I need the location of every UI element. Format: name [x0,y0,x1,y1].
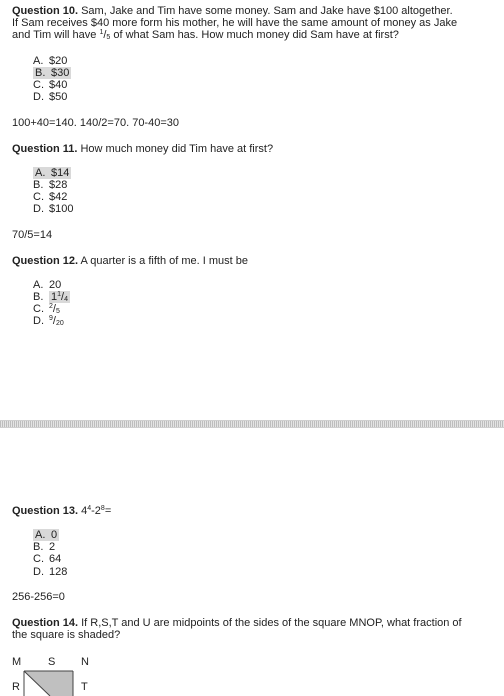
option-letter: D. [33,203,44,215]
option-value: 64 [49,553,62,565]
option-letter: C. [33,191,44,203]
option-letter: A. [33,279,44,291]
fraction-denominator: 5 [55,308,60,315]
fraction-numerator: 1 [99,29,104,36]
option-letter: A. [35,529,46,541]
fraction-numerator: 1 [57,291,62,298]
option-letter: C. [33,79,44,91]
q10-option-b[interactable] [33,67,71,79]
worksheet-page-2 [0,428,504,693]
page-break [0,420,504,428]
q10-option-d[interactable] [33,91,67,103]
point-r-label: R [12,681,20,693]
whole-part: 1 [51,291,58,303]
q11-option-b[interactable] [33,179,67,191]
question-10-text-line1: Sam, Jake and Tim have some money. Sam and Jake have $100 altogether. [81,5,453,17]
option-value: $28 [49,179,68,191]
fraction-denominator: 4 [64,296,68,303]
option-value: $14 [51,167,70,179]
option-value: $30 [51,67,70,79]
question-12 [12,255,496,267]
option-value: $20 [49,55,68,67]
option-value: $40 [49,79,68,91]
option-letter: B. [35,67,46,79]
option-letter: D. [33,91,44,103]
shaded-region [24,671,73,696]
option-value: 2 [49,541,56,553]
q11-option-a[interactable] [33,167,71,179]
q10-option-c[interactable] [33,79,67,91]
option-value: $42 [49,191,68,203]
option-letter: B. [33,179,44,191]
option-letter: B. [33,541,44,553]
option-letter: C. [33,553,44,565]
option-letter: D. [33,315,44,327]
q13-option-a[interactable] [33,529,59,541]
q12-option-b[interactable] [33,291,70,303]
option-value: $100 [49,203,74,215]
point-s-label: S [48,656,56,668]
question-14 [12,617,496,641]
question-11-text: How much money did Tim have at first? [80,143,274,155]
point-n-label: N [81,656,89,668]
fraction: $^2/_5$ [49,303,60,315]
option-value: 0 [51,529,58,541]
exponent-1: 4 [87,505,92,512]
question-10-label: Question 10. [12,5,79,17]
minus-sign: - [91,505,95,517]
fraction-denominator: 20 [55,320,64,327]
question-11 [12,143,496,155]
q12-option-d[interactable] [33,315,64,327]
point-m-label: M [12,656,22,668]
option-letter: A. [35,167,46,179]
fraction: $^9/_{20}$ [49,315,64,327]
question-13-expression [81,505,111,517]
q11-option-d[interactable] [33,203,73,215]
fraction-numerator: 2 [49,303,53,310]
question-14-text-line1: If R,S,T and U are midpoints of the sides of the square MNOP, what fraction of [81,617,462,629]
equals-sign: = [104,505,112,517]
option-value: 128 [49,566,68,578]
q12-option-c[interactable] [33,303,60,315]
q11-working: 70/5=14 [12,229,53,241]
option-letter: A. [33,55,44,67]
q11-option-c[interactable] [33,191,67,203]
point-t-label: T [81,681,88,693]
q13-option-b[interactable] [33,541,55,553]
option-letter: C. [33,303,44,315]
option-value: $50 [49,91,68,103]
q10-option-a[interactable] [33,55,67,67]
question-10-fraction: $^1/_5$ [99,29,111,41]
base-2: 2 [94,505,101,517]
option-letter: B. [33,291,44,303]
question-10-text-line2: If Sam receives $40 more form his mother, he will have the same amount of money as Jake [12,17,458,29]
option-value: 20 [49,279,62,291]
q13-working: 256-256=0 [12,591,65,603]
question-12-text: A quarter is a fifth of me. I must be [80,255,249,267]
fraction-numerator: 9 [49,315,53,322]
fraction-denominator: 5 [106,34,111,41]
question-10 [12,5,496,41]
question-11-label: Question 11. [12,143,78,155]
question-13-label: Question 13. [12,505,79,517]
q12-option-a[interactable] [33,279,61,291]
base-1: 4 [81,505,88,517]
question-10-text-line3a: and Tim will have [12,29,100,41]
question-14-text-line2: the square is shaded? [12,629,121,641]
mixed-number: $1^1/_4$ [51,291,68,303]
option-letter: D. [33,566,44,578]
square-diagram [10,654,90,696]
question-14-label: Question 14. [12,617,79,629]
question-12-label: Question 12. [12,255,79,267]
q10-working: 100+40=140. 140/2=70. 70-40=30 [12,117,179,129]
question-10-text-line3b: of what Sam has. How much money did Sam have at first? [110,29,399,41]
q13-option-d[interactable] [33,566,67,578]
exponent-2: 8 [100,505,105,512]
question-13 [12,505,496,517]
q13-option-c[interactable] [33,553,61,565]
